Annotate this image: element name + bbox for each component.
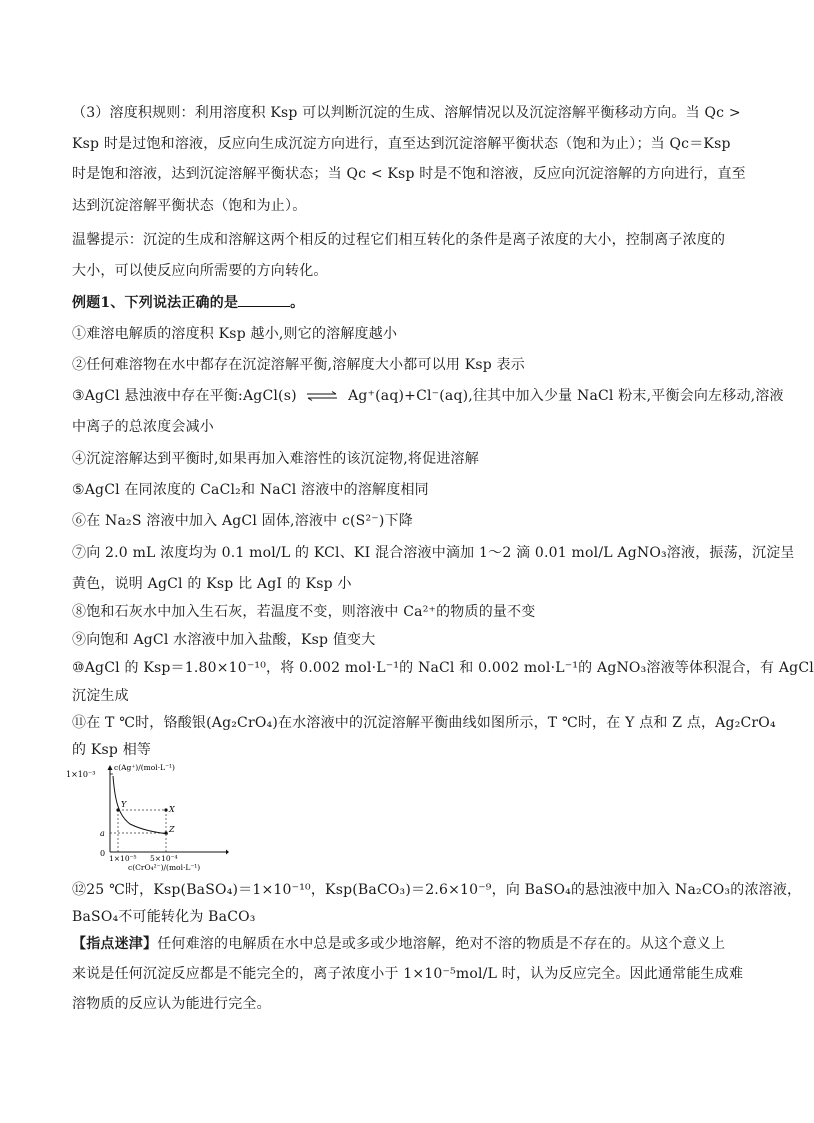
- origin-label: 0: [100, 849, 106, 858]
- point-y: [116, 808, 119, 811]
- item-12: ⑫25 ℃时，Ksp(BaSO₄)＝1×10⁻¹⁰，Ksp(BaCO₃)＝2.6×10⁻⁹，向 BaSO₄的悬浊液中加入 Na₂CO₃的浓溶液，: [72, 882, 802, 898]
- point-z: [164, 831, 167, 834]
- item-1: ①难溶电解质的溶度积 Ksp 越小,则它的溶解度越小: [72, 326, 398, 342]
- equilibrium-arrow-icon: [305, 391, 339, 401]
- item-3-part-a: ③AgCl 悬浊液中存在平衡:AgCl(s): [72, 388, 297, 404]
- solubility-curve-figure: [66, 763, 228, 872]
- item-6: ⑥在 Na₂S 溶液中加入 AgCl 固体,溶液中 c(S²⁻)下降: [72, 513, 413, 529]
- point-x-label: X: [169, 805, 175, 814]
- x-tick-1-label: 1×10⁻⁵: [109, 854, 137, 863]
- item-3-part-b: Ag⁺(aq)+Cl⁻(aq),往其中加入少量 NaCl 粉末,平衡会向左移动,溶液: [348, 388, 784, 404]
- tip-line-1: 温馨提示：沉淀的生成和溶解这两个相反的过程它们相互转化的条件是离子浓度的大小，控制离子浓度的: [72, 232, 726, 248]
- item-7: ⑦向 2.0 mL 浓度均为 0.1 mol/L 的 KCl、KI 混合溶液中滴加 1～2 滴 0.01 mol/L AgNO₃溶液，振荡，沉淀呈: [72, 545, 795, 561]
- tip-line-2: 大小，可以使反应向所需要的方向转化。: [72, 263, 328, 279]
- guidance-note-line-3: 溶物质的反应认为能进行完全。: [72, 996, 271, 1012]
- x-axis-label: c(CrO₄²⁻)/(mol·L⁻¹): [128, 863, 201, 872]
- guidance-note-line-2: 来说是任何沉淀反应都是不能完全的，离子浓度小于 1×10⁻⁵mol/L 时，认为反应完全。因此通常能生成难: [72, 966, 744, 982]
- rule-paragraph-line-1: （3）溶度积规则：利用溶度积 Ksp 可以判断沉淀的生成、溶解情况以及沉淀溶解平衡移动方向。当 Qc >: [72, 105, 741, 121]
- rule-paragraph-line-4: 达到沉淀溶解平衡状态（饱和为止）。: [72, 198, 307, 214]
- guidance-note-line-1: [72, 934, 732, 954]
- item-9: ⑨向饱和 AgCl 水溶液中加入盐酸，Ksp 值变大: [72, 632, 376, 648]
- item-4: ④沉淀溶解达到平衡时,如果再加入难溶性的该沉淀物,将促进溶解: [72, 451, 479, 467]
- item-3-continued: 中离子的总浓度会减小: [72, 419, 214, 435]
- item-2: ②任何难溶物在水中都存在沉淀溶解平衡,溶解度大小都可以用 Ksp 表示: [72, 357, 525, 373]
- item-5: ⑤AgCl 在同浓度的 CaCl₂和 NaCl 溶液中的溶解度相同: [72, 482, 429, 498]
- item-10-continued: 沉淀生成: [72, 688, 129, 704]
- example-title: [72, 292, 732, 312]
- guidance-label: 【指点迷津】: [72, 936, 158, 952]
- y-tick-top-label: 1×10⁻³: [66, 770, 96, 779]
- point-x: [164, 808, 167, 811]
- item-11: ⑪在 T ℃时，铬酸银(Ag₂CrO₄)在水溶液中的沉淀溶解平衡曲线如图所示，T ℃时，在 Y 点和 Z 点，Ag₂CrO₄: [72, 715, 776, 731]
- item-12-continued: BaSO₄不可能转化为 BaCO₃: [72, 909, 256, 925]
- rule-paragraph-line-2: Ksp 时是过饱和溶液，反应向生成沉淀方向进行，直至达到沉淀溶解平衡状态（饱和为止）；当 Qc＝Ksp: [72, 136, 731, 152]
- item-7-continued: 黄色，说明 AgCl 的 Ksp 比 AgI 的 Ksp 小: [72, 576, 352, 592]
- answer-blank: [238, 292, 290, 307]
- y-axis-label: c(Ag⁺)/(mol·L⁻¹): [114, 763, 175, 772]
- y-tick-a-label: a: [100, 829, 105, 838]
- item-10: ⑩AgCl 的 Ksp＝1.80×10⁻¹⁰，将 0.002 mol·L⁻¹的 NaCl 和 0.002 mol·L⁻¹的 AgNO₃溶液等体积混合，有 AgCl: [72, 660, 814, 676]
- item-11-continued: 的 Ksp 相等: [72, 742, 152, 758]
- rule-paragraph-line-3: 时是饱和溶液，达到沉淀溶解平衡状态；当 Qc < Ksp 时是不饱和溶液，反应向沉淀溶解的方向进行，直至: [72, 166, 746, 182]
- item-3: [72, 386, 784, 406]
- example-title-end: 。: [290, 295, 305, 311]
- item-8: ⑧饱和石灰水中加入生石灰，若温度不变，则溶液中 Ca²⁺的物质的量不变: [72, 604, 536, 620]
- example-title-text: 例题1、下列说法正确的是: [72, 295, 239, 311]
- guidance-text-1: 任何难溶的电解质在水中总是或多或少地溶解，绝对不溶的物质是不存在的。从这个意义上: [157, 936, 726, 952]
- x-tick-2-label: 5×10⁻⁴: [150, 854, 178, 863]
- point-z-label: Z: [169, 825, 175, 834]
- point-y-label: Y: [121, 800, 127, 809]
